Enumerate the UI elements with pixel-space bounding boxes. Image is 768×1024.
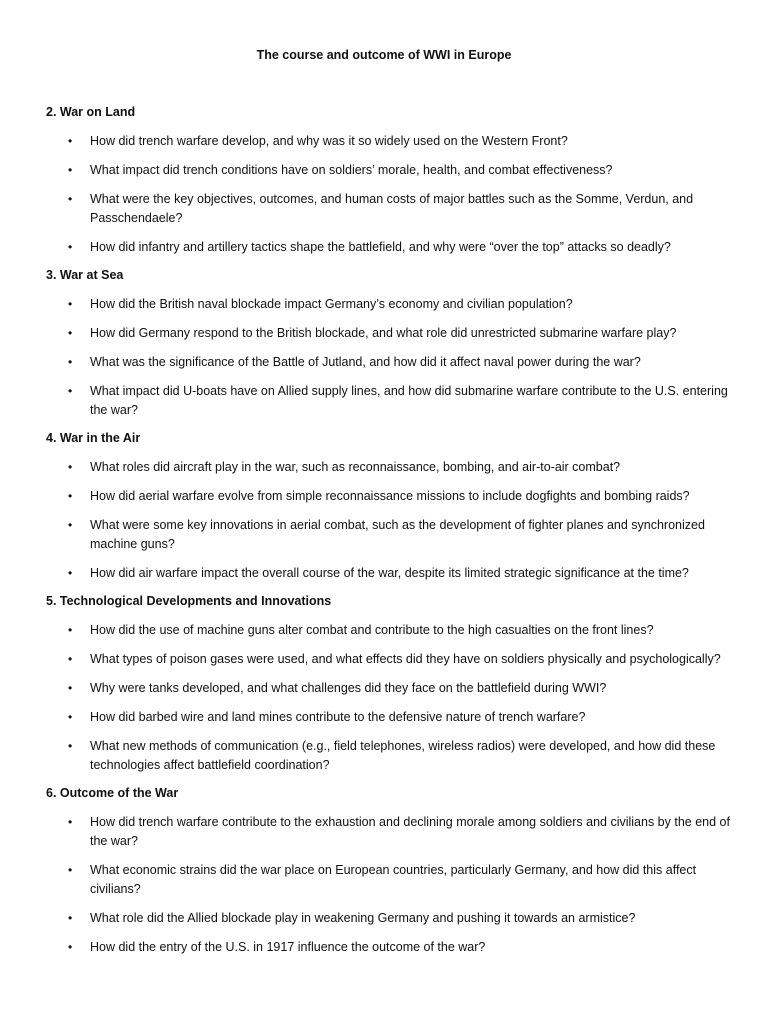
question-text: How did the use of machine guns alter combat and contribute to the high casualties on the front lines? (90, 623, 654, 637)
bullet-icon: • (68, 911, 73, 925)
bullet-icon: • (68, 710, 73, 724)
bullet-icon: • (68, 297, 73, 311)
section-heading: 2. War on Land (46, 105, 136, 119)
bullet-icon: • (68, 460, 73, 474)
bullet-icon: • (68, 355, 73, 369)
bullet-icon: • (68, 623, 73, 637)
question-text: How did the British naval blockade impact Germany’s economy and civilian population? (90, 297, 573, 311)
question-item (46, 353, 736, 372)
bullet-icon: • (68, 566, 73, 580)
bullet-icon: • (68, 240, 73, 254)
question-text: How did the entry of the U.S. in 1917 influence the outcome of the war? (90, 940, 486, 954)
question-text: How did trench warfare develop, and why was it so widely used on the Western Front? (90, 134, 568, 148)
question-item (46, 861, 736, 899)
question-item (46, 516, 736, 554)
section-heading: 6. Outcome of the War (46, 786, 179, 800)
question-item (46, 564, 736, 583)
section (46, 785, 736, 957)
question-text: What economic strains did the war place on European countries, particularly Germany, and how did this affect civilians? (90, 863, 697, 896)
question-text: How did air warfare impact the overall course of the war, despite its limited strategic significance at the time? (90, 566, 689, 580)
question-text: What role did the Allied blockade play in weakening Germany and pushing it towards an armistice? (90, 911, 636, 925)
question-item (46, 679, 736, 698)
question-item (46, 708, 736, 727)
question-item (46, 161, 736, 180)
bullet-icon: • (68, 739, 73, 753)
question-item (46, 324, 736, 343)
bullet-icon: • (68, 192, 73, 206)
question-item (46, 487, 736, 506)
section (46, 593, 736, 775)
page-title: The course and outcome of WWI in Europe (256, 48, 512, 62)
bullet-icon: • (68, 518, 73, 532)
question-item (46, 382, 736, 420)
document-body (46, 104, 736, 967)
question-item (46, 909, 736, 928)
question-text: What types of poison gases were used, and what effects did they have on soldiers physically and psychologically? (90, 652, 721, 666)
section-heading: 5. Technological Developments and Innovations (46, 594, 332, 608)
bullet-icon: • (68, 681, 73, 695)
bullet-icon: • (68, 652, 73, 666)
question-list (46, 813, 736, 957)
question-item (46, 295, 736, 314)
question-item (46, 458, 736, 477)
section (46, 430, 736, 583)
bullet-icon: • (68, 489, 73, 503)
question-list (46, 458, 736, 583)
bullet-icon: • (68, 815, 73, 829)
question-text: Why were tanks developed, and what challenges did they face on the battlefield during WWI? (90, 681, 607, 695)
section (46, 104, 736, 257)
bullet-icon: • (68, 134, 73, 148)
question-text: What roles did aircraft play in the war, such as reconnaissance, bombing, and air-to-air combat? (90, 460, 621, 474)
question-text: What was the significance of the Battle of Jutland, and how did it affect naval power during the war? (90, 355, 641, 369)
question-item (46, 132, 736, 151)
section (46, 267, 736, 420)
bullet-icon: • (68, 384, 73, 398)
question-item (46, 650, 736, 669)
section-heading: 4. War in the Air (46, 431, 141, 445)
question-item (46, 813, 736, 851)
bullet-icon: • (68, 863, 73, 877)
question-text: How did Germany respond to the British blockade, and what role did unrestricted submarine warfare play? (90, 326, 677, 340)
question-text: What impact did U-boats have on Allied supply lines, and how did submarine warfare contribute to the U.S. entering the war? (90, 384, 728, 417)
bullet-icon: • (68, 940, 73, 954)
bullet-icon: • (68, 163, 73, 177)
question-item (46, 190, 736, 228)
section-heading: 3. War at Sea (46, 268, 124, 282)
question-text: How did aerial warfare evolve from simple reconnaissance missions to include dogfights and bombing raids? (90, 489, 690, 503)
question-text: What were some key innovations in aerial combat, such as the development of fighter planes and synchronized machine guns? (90, 518, 705, 551)
question-text: What impact did trench conditions have on soldiers’ morale, health, and combat effectiveness? (90, 163, 613, 177)
question-list (46, 621, 736, 775)
question-text: How did trench warfare contribute to the exhaustion and declining morale among soldiers and civilians by the end of the war? (90, 815, 730, 848)
question-text: How did barbed wire and land mines contribute to the defensive nature of trench warfare? (90, 710, 586, 724)
bullet-icon: • (68, 326, 73, 340)
question-list (46, 295, 736, 420)
question-item (46, 938, 736, 957)
question-item (46, 621, 736, 640)
question-list (46, 132, 736, 257)
question-text: How did infantry and artillery tactics shape the battlefield, and why were “over the top” attacks so deadly? (90, 240, 671, 254)
question-text: What were the key objectives, outcomes, and human costs of major battles such as the Somme, Verdun, and Passchendaele? (90, 192, 694, 225)
question-item (46, 737, 736, 775)
question-text: What new methods of communication (e.g., field telephones, wireless radios) were developed, and how did these technologies affect battlefield coordination? (90, 739, 716, 772)
question-item (46, 238, 736, 257)
